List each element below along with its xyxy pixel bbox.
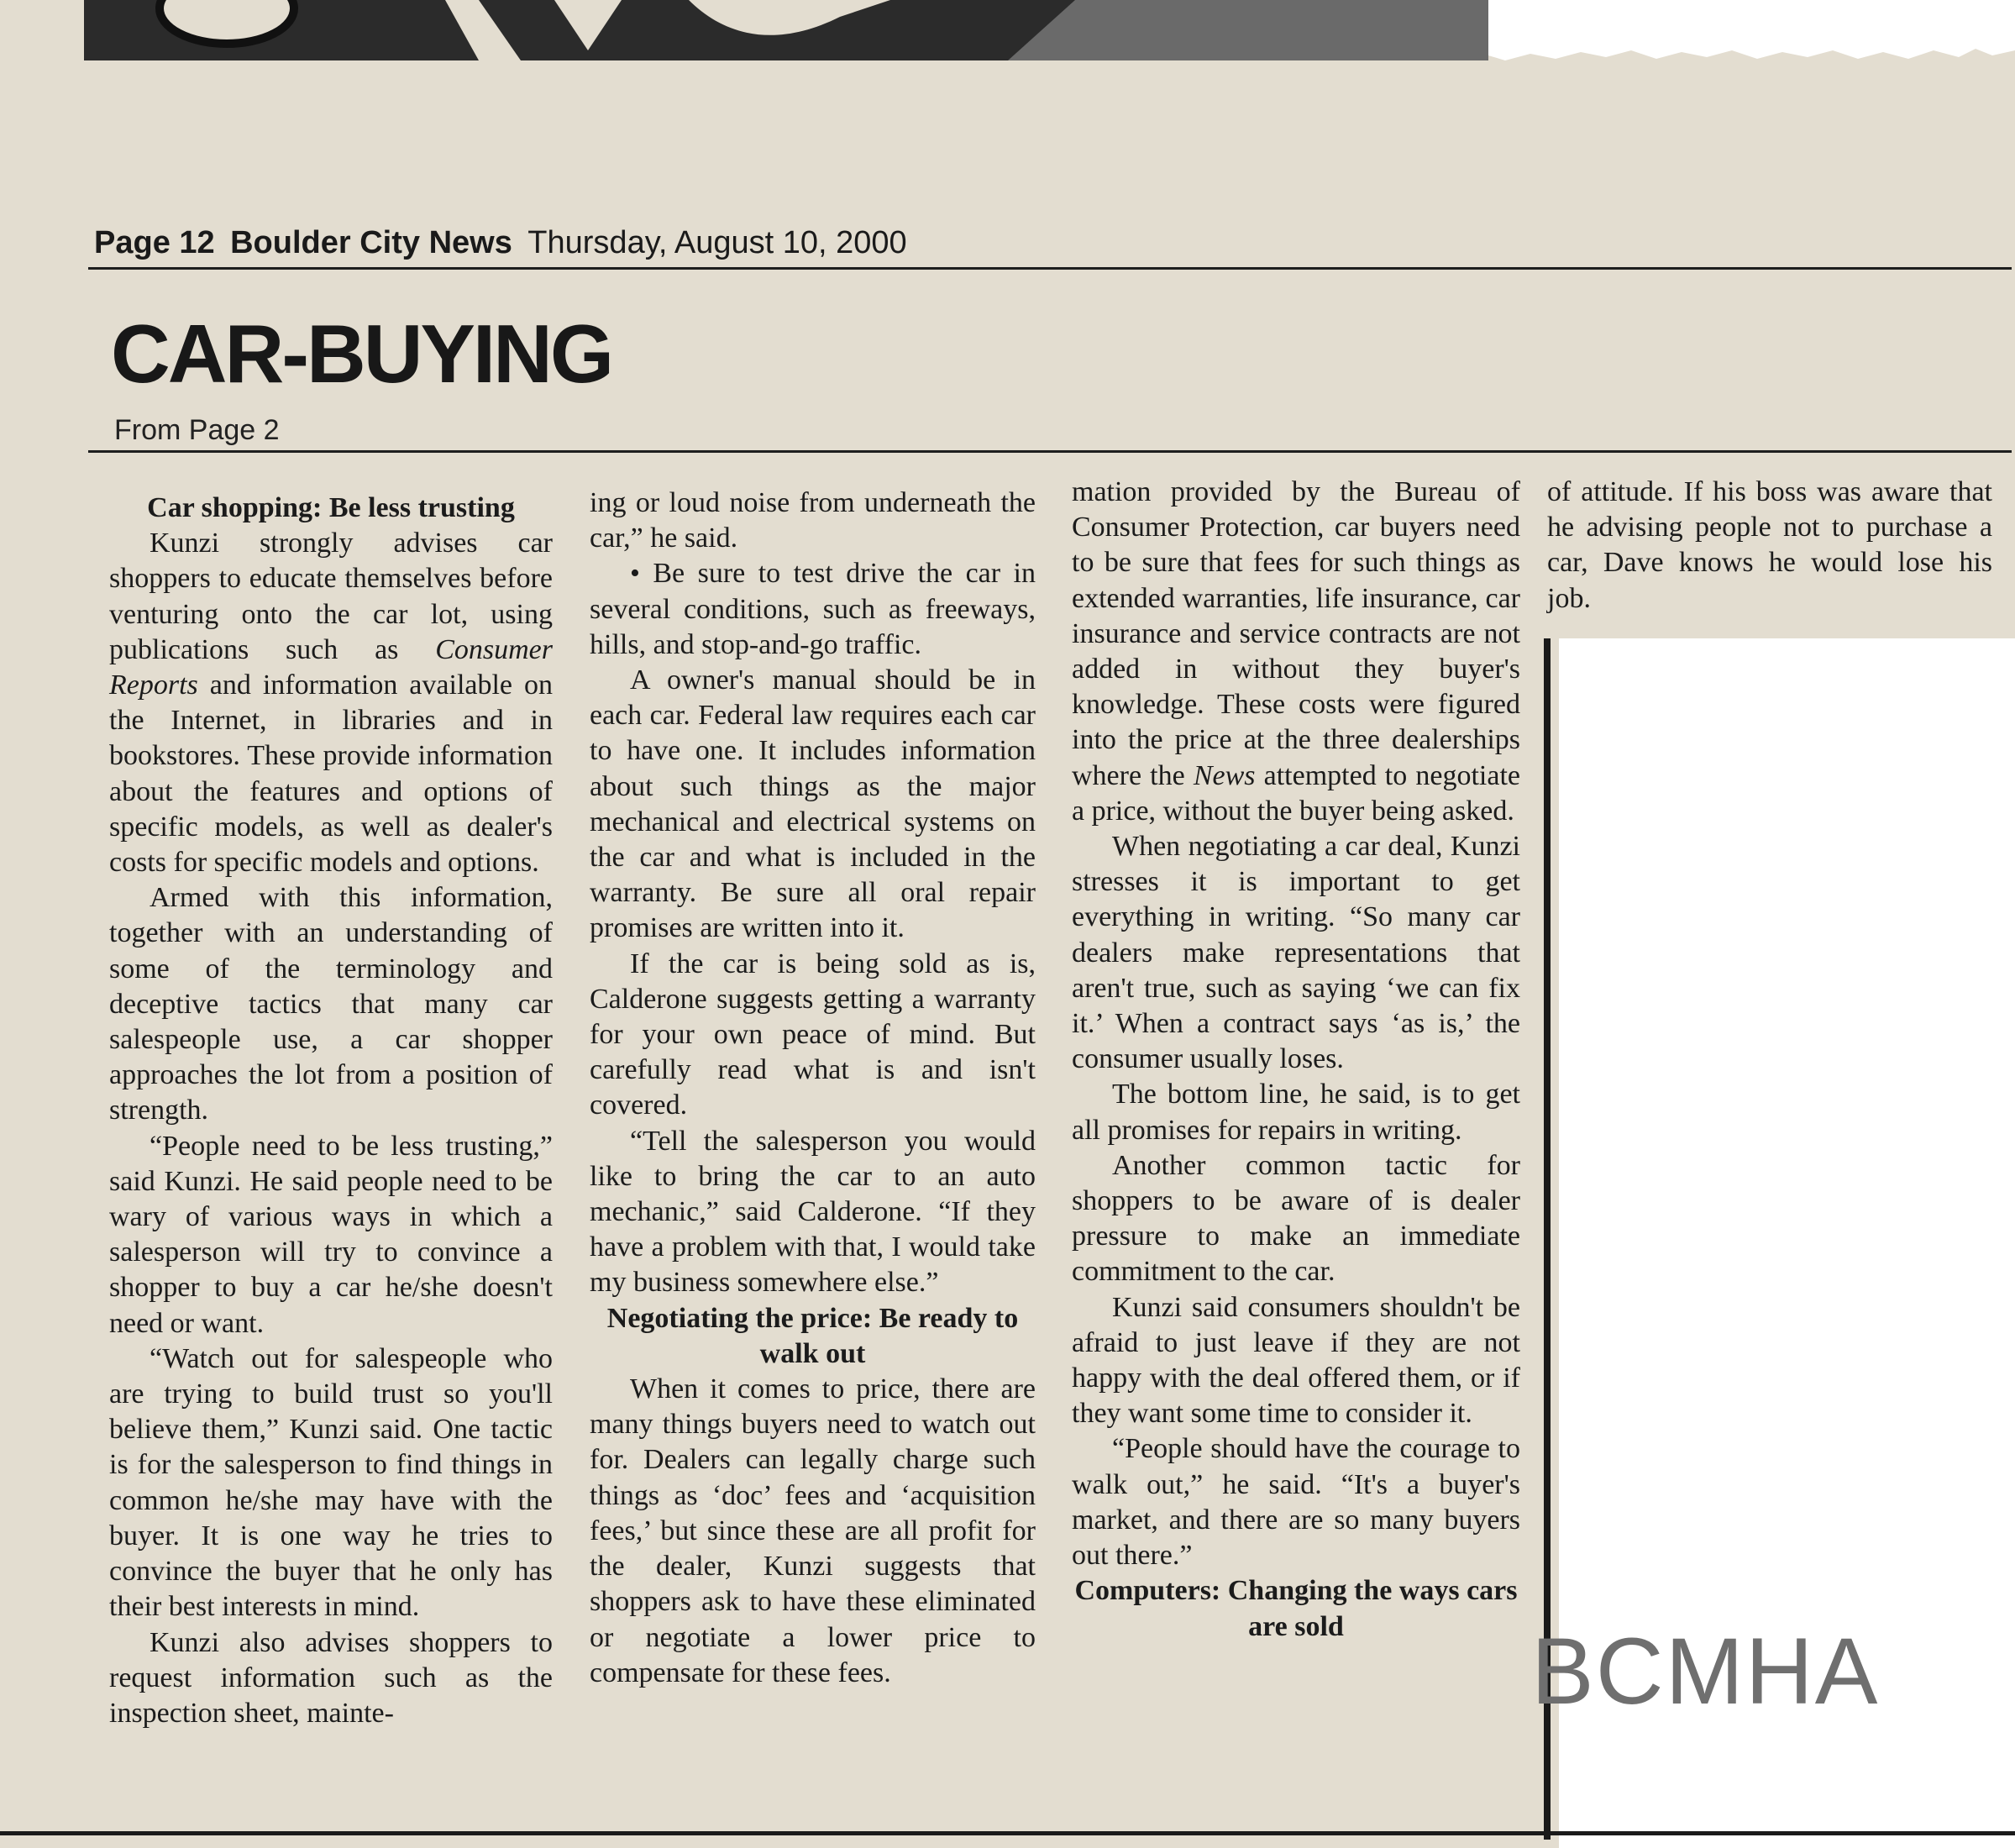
paragraph: “People need to be less trusting,” said Kunzi. He said people need to be wary of various ways in which a salesperson will try to convince a shopper to buy a car he/she doesn't need or want. bbox=[109, 1130, 553, 1339]
article-column-4 bbox=[1547, 475, 1992, 617]
article-column-2 bbox=[590, 486, 1036, 1691]
paragraph: Armed with this information, together with an understanding of some of the terminology and deceptive tactics that many car salespeople use, a car shopper approaches the lot from a position of strength. bbox=[109, 882, 553, 1126]
newspaper-name: Boulder City News bbox=[230, 225, 512, 260]
paragraph: “People should have the courage to walk out,” he said. “It's a buyer's market, and there are so many buyers out there.” bbox=[1072, 1433, 1520, 1572]
subheading-negotiating: Negotiating the price: Be ready to walk out bbox=[606, 1302, 1019, 1369]
paragraph: of attitude. If his boss was aware that he advising people not to purchase a car, Dave knows he would lose his job. bbox=[1547, 476, 1992, 614]
paragraph: Kunzi also advises shoppers to request information such as the inspection sheet, mainte- bbox=[109, 1626, 553, 1729]
paragraph: ing or loud noise from underneath the car,” he said. bbox=[590, 487, 1036, 554]
paragraph: A owner's manual should be in each car. Federal law requires each car to have one. It includes information about such things as the major mechanical and electrical systems on the car and what is included in the warranty. Be sure all oral repair promises are written into it. bbox=[590, 664, 1036, 944]
paragraph: Kunzi strongly advises car shoppers to educate themselves before venturing onto the car lot, using publications such as Consumer Reports and information available on the Internet, in libraries and in bookstores. These provide information about the features and options of specific models, as well as dealer's costs for specific models and options. bbox=[109, 528, 553, 879]
watermark: BCMHA bbox=[1531, 1619, 1880, 1724]
subheading-car-shopping: Car shopping: Be less trusting bbox=[147, 492, 515, 523]
paragraph: “Tell the salesperson you would like to bring the car to an auto mechanic,” said Calderone. “If they have a problem with that, I would take my business somewhere else.” bbox=[590, 1125, 1036, 1299]
paragraph: Another common tactic for shoppers to be aware of is dealer pressure to make an immediate commitment to the car. bbox=[1072, 1149, 1520, 1288]
paragraph: If the car is being sold as is, Calderone suggests getting a warranty for your own peace of mind. But carefully read what is and isn't covered. bbox=[590, 948, 1036, 1121]
header-rule bbox=[88, 267, 2012, 270]
torn-edge bbox=[1488, 0, 2015, 67]
paragraph: • Be sure to test drive the car in several conditions, such as freeways, hills, and stop-and-go traffic. bbox=[590, 558, 1036, 660]
jump-line: From Page 2 bbox=[114, 414, 280, 446]
paragraph: When negotiating a car deal, Kunzi stresses it is important to get everything in writing. “So many car dealers make representations that aren't true, such as saying ‘we can fix it.’ When a contract says ‘as is,’ the consumer usually loses. bbox=[1072, 831, 1520, 1075]
previous-page-artwork bbox=[84, 0, 1488, 60]
paragraph: The bottom line, he said, is to get all promises for repairs in writing. bbox=[1072, 1079, 1520, 1146]
article-column-3 bbox=[1072, 475, 1520, 1645]
article-column-1 bbox=[109, 491, 553, 1731]
paragraph: “Watch out for salespeople who are trying to build trust so you'll believe them,” Kunzi said. One tactic is for the salesperson to find things in common he/she may have with the buyer. It is one way he tries to convince the buyer that he only has their best interests in mind. bbox=[109, 1342, 553, 1623]
paragraph: Kunzi said consumers shouldn't be afraid to just leave if they are not happy with the deal offered them, or if they want some time to consider it. bbox=[1072, 1291, 1520, 1430]
paragraph: When it comes to price, there are many things buyers need to watch out for. Dealers can legally charge such things as ‘doc’ fees and ‘acquisition fees,’ but since these are all profit for the dealer, Kunzi suggests that shoppers ask to have these eliminated or negotiate a lower price to compensate for these fees. bbox=[590, 1373, 1036, 1688]
artwork-fragment bbox=[84, 0, 1488, 60]
subheading-computers: Computers: Changing the ways cars are sold bbox=[1074, 1575, 1518, 1642]
bottom-edge bbox=[0, 1831, 2015, 1835]
article-headline: CAR-BUYING bbox=[111, 307, 612, 400]
paragraph: mation provided by the Bureau of Consumer Protection, car buyers need to be sure that fees for such things as extended warranties, life insurance, car insurance and service contracts are not added in without they buyer's knowledge. These costs were figured into the price at the three dealerships where the News attempted to negotiate a price, without the buyer being asked. bbox=[1072, 476, 1520, 827]
issue-date: Thursday, August 10, 2000 bbox=[527, 225, 907, 260]
page-number: Page 12 bbox=[94, 225, 215, 260]
headline-rule bbox=[88, 450, 2012, 453]
